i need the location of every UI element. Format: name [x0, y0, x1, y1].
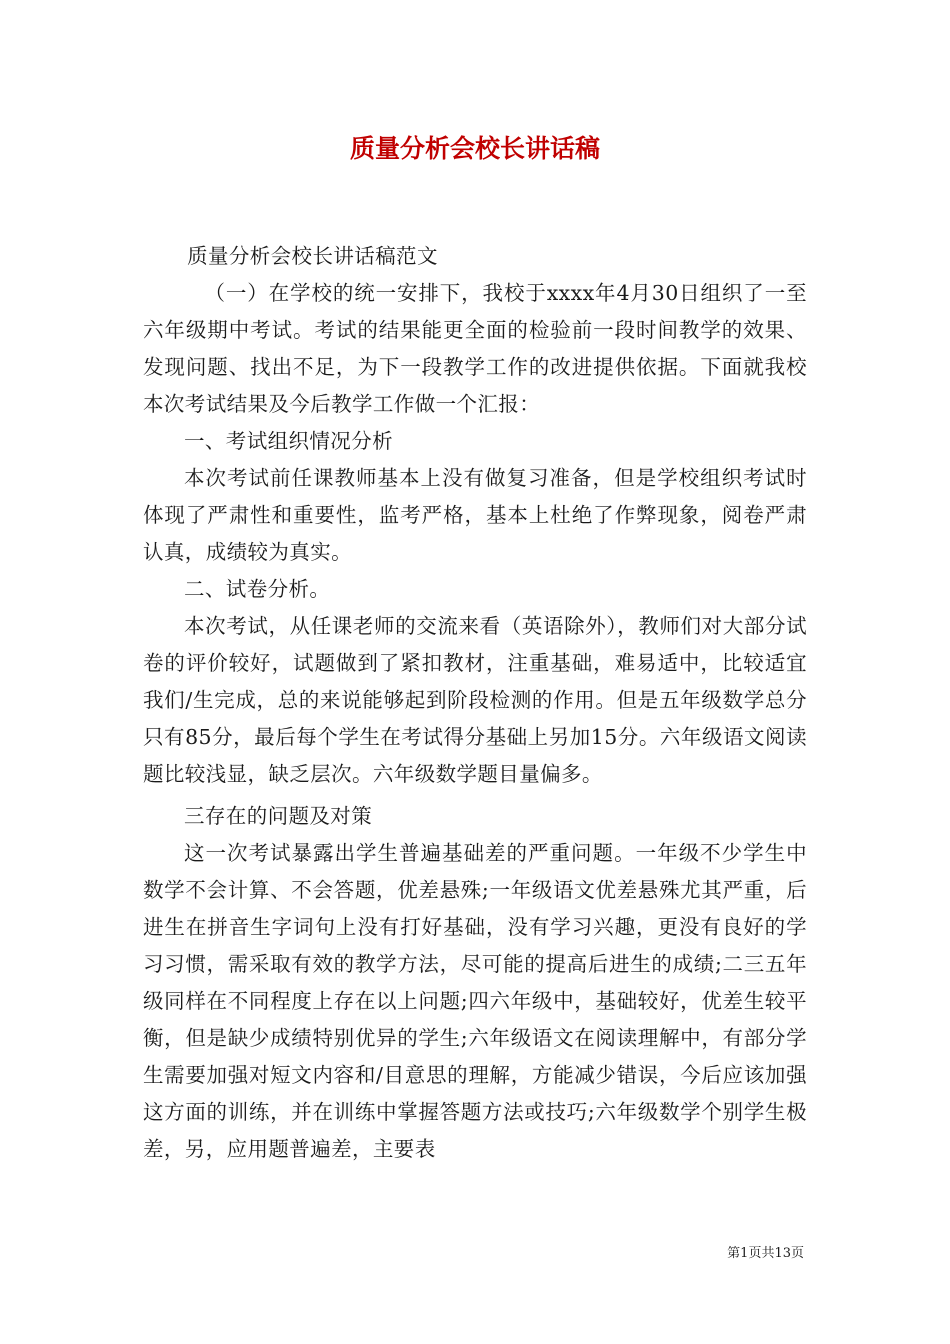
section-heading-1: 一、考试组织情况分析	[184, 429, 393, 453]
section-heading-2: 二、试卷分析。	[184, 577, 331, 601]
subtitle-paragraph: 质量分析会校长讲话稿范文	[187, 244, 438, 268]
page-title: 质量分析会校长讲话稿	[349, 134, 600, 163]
page-footer: 第1页共13页	[727, 1246, 804, 1261]
section-paragraph-2: 本次考试，从任课老师的交流来看（英语除外），教师们对大部分试卷的评价较好，试题做到了紧扣教材，注重基础，难易适中，比较适宜我们/生完成，总的来说能够起到阶段检测的作用。但是五年级数学总分只有85分，最后每个学生在考试得分基础上另加15分。六年级语文阅读题比较浅显，缺乏层次。六年级数学题目量偏多。	[143, 614, 807, 786]
intro-paragraph: （一）在学校的统一安排下，我校于xxxx年4月30日组织了一至六年级期中考试。考试的结果能更全面的检验前一段时间教学的效果、发现问题、找出不足，为下一段教学工作的改进提供依据。下面就我校本次考试结果及今后教学工作做一个汇报：	[143, 281, 807, 416]
section-paragraph-1: 本次考试前任课教师基本上没有做复习准备，但是学校组织考试时体现了严肃性和重要性，监考严格，基本上杜绝了作弊现象，阅卷严肃认真，成绩较为真实。	[143, 466, 807, 564]
document-body	[143, 238, 807, 1168]
section-heading-3: 三存在的问题及对策	[184, 804, 373, 828]
section-paragraph-3: 这一次考试暴露出学生普遍基础差的严重问题。一年级不少学生中数学不会计算、不会答题，优差悬殊;一年级语文优差悬殊尤其严重，后进生在拼音生字词句上没有打好基础，没有学习兴趣，更没有良好的学习习惯，需采取有效的教学方法，尽可能的提高后进生的成绩;二三五年级同样在不同程度上存在以上问题;四六年级中，基础较好，优差生较平衡，但是缺少成绩特别优异的学生;六年级语文在阅读理解中，有部分学生需要加强对短文内容和/目意思的理解，方能减少错误，今后应该加强这方面的训练，并在训练中掌握答题方法或技巧;六年级数学个别学生极差，另，应用题普遍差，主要表	[143, 841, 807, 1161]
